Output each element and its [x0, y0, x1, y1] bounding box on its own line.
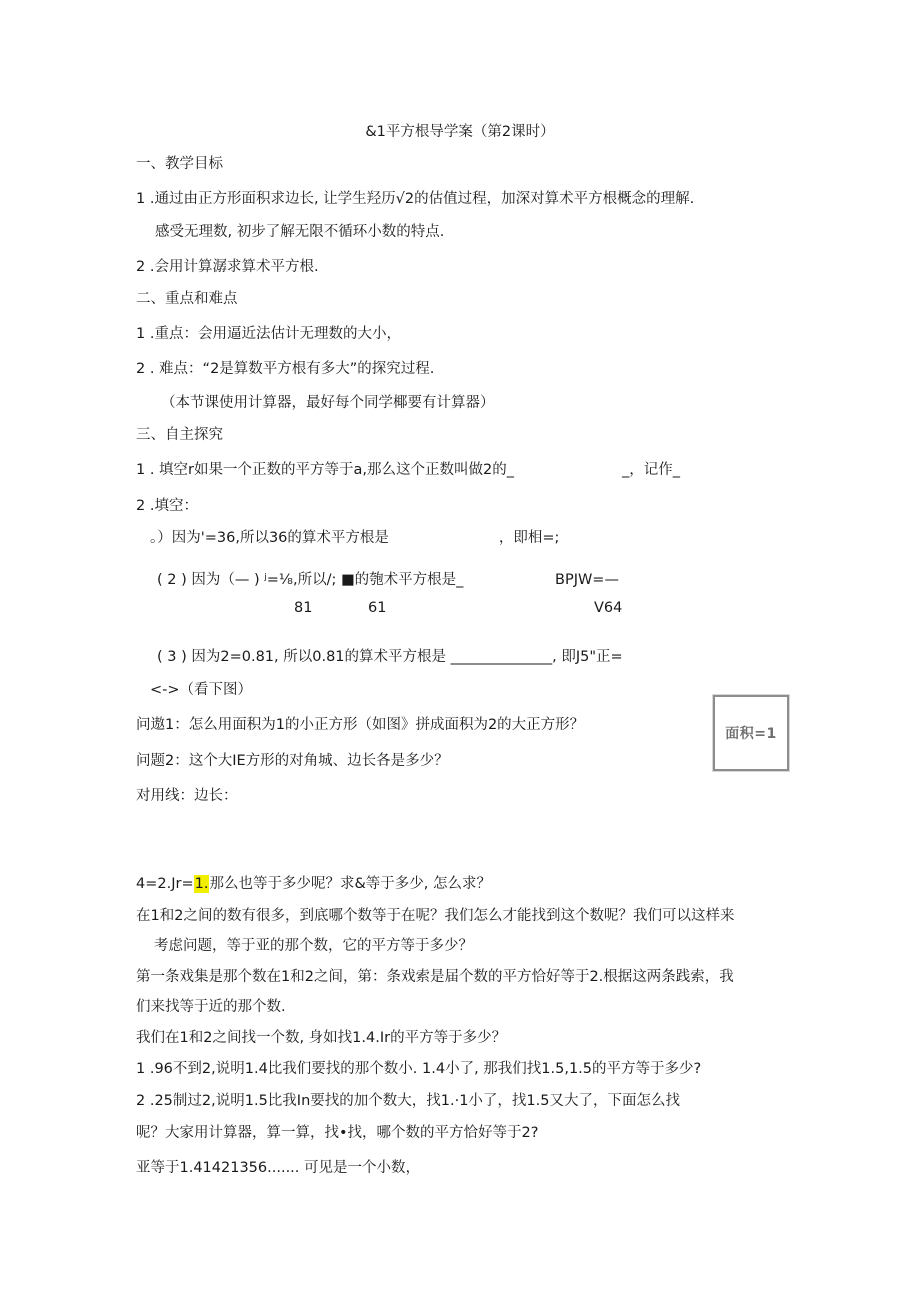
section-heading-key-points: 二、重点和难点	[136, 291, 238, 307]
fill-item-1-result: ，即相=;	[498, 530, 560, 546]
body-line-3: 考虑问题，等于亚的那个数，它的平方等于多少？	[154, 938, 473, 954]
body-line-1-start: 4=2.Jr=	[136, 876, 194, 892]
fraction-denominator-61: 61	[368, 600, 387, 616]
unit-square-label: 面积=1	[725, 726, 777, 742]
section-heading-goals: 一、教学目标	[136, 156, 223, 172]
fill-item-3: ( 3 ) 因为2=0.81, 所以0.81的算术平方根是 ______________, 即J5"正=	[157, 649, 623, 665]
question-2: 问题2：这个大IE方形的对角城、边长各是多少？	[136, 753, 449, 769]
difficulty-point: 2 . 难点：“2是算数平方根有多大”的探究过程.	[136, 361, 435, 377]
fill-blank-1-text: 1 . 填空r如果一个正数的平方等于a,那么这个正数叫做2的_	[136, 462, 514, 478]
highlighted-number: 1.	[194, 876, 209, 892]
body-line-7: 1 .96不到2,说明1.4比我们要找的那个数小. 1.4小了, 那我们找1.5,1.5的平方等于多少?	[136, 1061, 702, 1077]
fill-blank-1	[136, 461, 680, 479]
fill-blank-1-notation: _，记作_	[621, 462, 680, 478]
body-line-1-end: 那么也等于多少呢？求&等于多少, 怎么求？	[209, 876, 491, 892]
goal-2: 2 .会用计算潺求算术平方根.	[136, 259, 319, 275]
body-line-8: 2 .25制过2,说明1.5比我In要找的加个数大，找1.·1小了，找1.5又大了，下面怎么找	[136, 1093, 680, 1109]
page-title: &1平方根导学案（第2课时）	[365, 124, 555, 140]
section-heading-explore: 三、自主探究	[136, 427, 223, 443]
body-line-1	[136, 875, 491, 893]
fraction-denominator-v64: V64	[594, 600, 623, 616]
body-line-4: 第一条戏集是那个数在1和2之间，第：条戏索是届个数的平方恰好等于2.根据这两条践索，我	[136, 969, 734, 985]
key-point: 1 .重点：会用逼近法估计无理数的大小，	[136, 326, 401, 342]
body-line-5: 们来找等于近的那个数.	[136, 999, 286, 1015]
see-figure-note: <->（看下图）	[150, 682, 253, 698]
goal-1-continued: 感受无理数, 初步了解无限不循环小数的特点.	[155, 224, 445, 240]
body-line-9: 呢？大家用计算器，算一算，找•找，哪个数的平方恰好等于2?	[136, 1125, 539, 1141]
fill-item-2-result: BPJW=—	[555, 572, 619, 588]
fill-item-1	[150, 529, 559, 547]
question-2-answer-line: 对用线：边长：	[136, 788, 238, 804]
fill-blank-2-heading: 2 .填空：	[136, 498, 198, 514]
question-1: 问遨1：怎么用面积为1的小正方形（如图》拼成面积为2的大正方形？	[136, 717, 585, 733]
fill-item-1-text: 。）因为'=36,所以36的算术平方根是	[150, 530, 389, 546]
fill-item-2: ( 2 ) 因为（— ) ʲ=⅛,所以/; ■的匏术平方根是_	[157, 572, 464, 588]
body-line-6: 我们在1和2之间找一个数, 身如找1.4.Ir的平方等于多少？	[136, 1030, 507, 1046]
calculator-note: （本节课使用计算器，最好每个同学椰要有计算器）	[161, 395, 495, 411]
fraction-denominator-81: 81	[294, 600, 313, 616]
body-line-10: 亚等于1.41421356....... 可见是一个小数，	[136, 1160, 421, 1176]
body-line-2: 在1和2之间的数有很多，到底哪个数等于在呢？我们怎么才能找到这个数呢？我们可以这样来	[136, 908, 735, 924]
goal-1: 1 .通过由正方形面积求边长, 让学生羟历√2的估值过程，加深对算术平方根概念的理解.	[136, 191, 695, 207]
unit-square-figure	[713, 695, 789, 771]
